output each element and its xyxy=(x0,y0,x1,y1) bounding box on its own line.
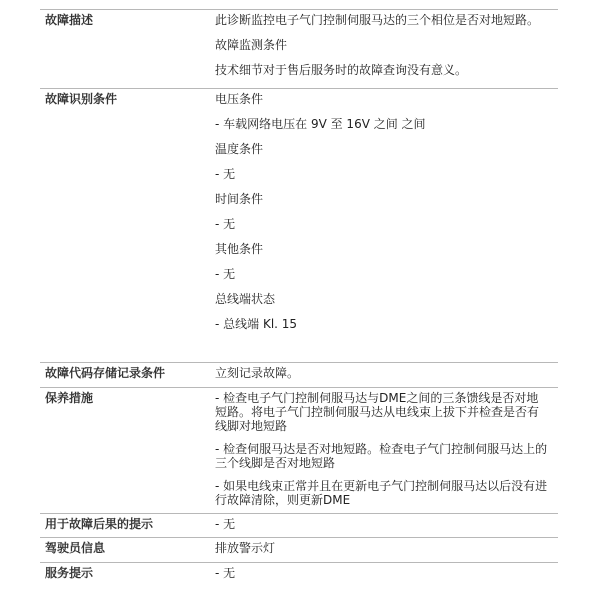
content-service-hint xyxy=(210,563,558,591)
text-line: - 无 xyxy=(215,217,236,231)
text-line: 此诊断监控电子气门控制伺服马达的三个相位是否对地短路。 xyxy=(215,13,540,27)
text-line: 总线端状态 xyxy=(215,292,276,306)
content-fault-consequence xyxy=(210,514,558,537)
text-line: 故障监测条件 xyxy=(215,38,288,52)
text-line: - 无 xyxy=(215,167,236,181)
label-driver-information: 驾驶员信息 xyxy=(45,541,106,555)
text-line: - 无 xyxy=(215,267,236,281)
label-fault-identification: 故障识别条件 xyxy=(45,92,118,106)
text-line: 电压条件 xyxy=(215,92,264,106)
label-fault-consequence: 用于故障后果的提示 xyxy=(45,517,154,531)
row-driver-information xyxy=(40,537,558,562)
content-maintenance-measures xyxy=(210,388,558,513)
label-service-hint: 服务提示 xyxy=(45,566,94,580)
text-line: 温度条件 xyxy=(215,142,264,156)
text-line: - 车载网络电压在 9V 至 16V 之间 之间 xyxy=(215,117,426,131)
content-fault-storage xyxy=(210,363,558,387)
content-fault-identification xyxy=(210,89,558,362)
content-driver-information xyxy=(210,538,558,562)
text-paragraph: - 检查电子气门控制伺服马达与DME之间的三条馈线是否对地短路。将电子气门控制伺服马达从电线束上拔下并检查是否有线脚对地短路 xyxy=(215,391,540,433)
row-fault-description xyxy=(40,9,558,88)
text-paragraph: - 如果电线束正常并且在更新电子气门控制伺服马达以后没有进行故障清除，则更新DME xyxy=(215,479,548,507)
label-maintenance-measures: 保养措施 xyxy=(45,391,94,405)
row-fault-storage xyxy=(40,362,558,387)
text-line: - 总线端 Kl. 15 xyxy=(215,317,298,331)
label-fault-description: 故障描述 xyxy=(45,13,94,27)
row-maintenance-measures xyxy=(40,387,558,513)
text-line: - 无 xyxy=(215,566,236,580)
row-fault-consequence xyxy=(40,513,558,537)
text-line: 其他条件 xyxy=(215,242,264,256)
text-line: 排放警示灯 xyxy=(215,541,276,555)
content-fault-description xyxy=(210,10,558,88)
text-line: 时间条件 xyxy=(215,192,264,206)
fault-info-table xyxy=(40,0,558,591)
text-line: 立刻记录故障。 xyxy=(215,366,300,380)
text-line: 技术细节对于售后服务时的故障查询没有意义。 xyxy=(215,63,468,77)
text-line: - 无 xyxy=(215,517,236,531)
label-fault-storage: 故障代码存储记录条件 xyxy=(45,366,166,380)
row-fault-identification xyxy=(40,88,558,362)
text-paragraph: - 检查伺服马达是否对地短路。检查电子气门控制伺服马达上的三个线脚是否对地短路 xyxy=(215,442,548,470)
row-service-hint xyxy=(40,562,558,591)
